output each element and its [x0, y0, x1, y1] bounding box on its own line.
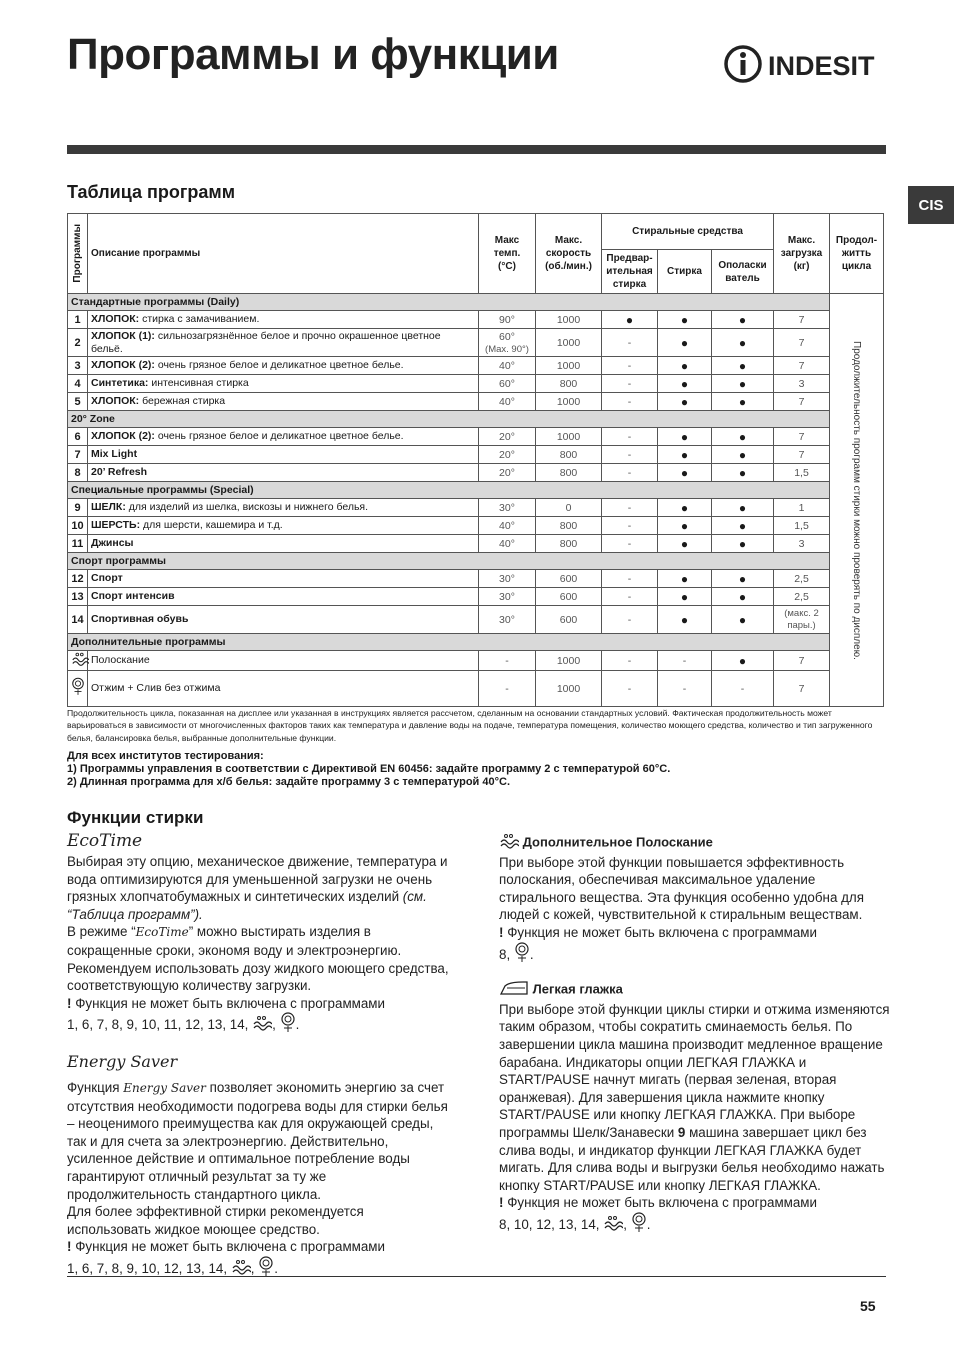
max-load-cell: 7	[774, 311, 830, 329]
prewash-cell: -	[602, 428, 658, 446]
program-number: 13	[68, 588, 88, 606]
program-description	[88, 375, 479, 393]
program-name: ХЛОПОК:	[91, 395, 140, 408]
col-header-duration: Продол- житть цикла	[830, 214, 884, 294]
rinse-cell: ●	[712, 535, 774, 553]
max-speed-cell: 600	[536, 570, 602, 588]
program-number: 2	[68, 329, 88, 357]
easy-iron-title-row	[499, 980, 891, 1001]
spin-drain-icon	[514, 942, 530, 969]
col-header-max-load: Макс. загрузка (кг)	[774, 214, 830, 294]
page-title: Программы и функции	[67, 30, 559, 79]
max-temp-cell: 30°	[479, 588, 536, 606]
warning-mark: !	[499, 924, 504, 940]
table-row	[68, 671, 884, 707]
max-temp-cell: 20°	[479, 464, 536, 482]
program-name: ШЕРСТЬ:	[91, 519, 141, 532]
col-header-rinse: Ополаски ватель	[712, 250, 774, 294]
program-description	[88, 311, 479, 329]
section-title: Стандартные программы (Daily)	[68, 294, 830, 311]
wash-cell: ●	[658, 517, 712, 535]
program-number: 14	[68, 606, 88, 634]
program-detail: для шерсти, кашемира и т.д.	[140, 519, 283, 532]
max-temp-cell: -	[479, 651, 536, 671]
rinse-cell: ●	[712, 393, 774, 411]
program-number: 8	[68, 464, 88, 482]
prewash-cell: -	[602, 357, 658, 375]
program-name: Спорт	[91, 572, 123, 585]
wash-cell: ●	[658, 499, 712, 517]
testing-line-2: 2) Длинная программа для х/б белья: задайте программу 3 с температурой 40°C.	[67, 776, 511, 789]
prewash-cell: -	[602, 499, 658, 517]
program-description	[88, 671, 479, 707]
col-header-max-speed: Макс. скорость (об./мин.)	[536, 214, 602, 294]
program-description	[88, 446, 479, 464]
program-name: ХЛОПОК (2):	[91, 359, 155, 372]
easy-iron-desc-a: При выборе этой функции циклы стирки и отжима изменяются таким образом, чтобы сократить сминаемость белья. По завершении цикла машина производит медленное вращение барабана. Индикаторы опции ЛЕГКАЯ ГЛАЖКА и START/PAUSE начнут мигать (первая зеленая, вторая оранжевая). Для завершения цикла нажмите кнопку START/PAUSE или кнопку ЛЕГКАЯ ГЛАЖКА. При выборе программы Шелк/Занавески	[499, 1001, 890, 1140]
prewash-cell: -	[602, 393, 658, 411]
section-title: Спорт программы	[68, 553, 830, 570]
testing-line-1: 1) Программы управления в соответствии с Директивой EN 60456: задайте программу 2 с температурой 60°C.	[67, 763, 671, 776]
max-temp-cell: 60° (Max. 90°)	[479, 329, 536, 357]
program-description	[88, 428, 479, 446]
program-description	[88, 651, 479, 671]
program-detail: очень грязное белое и деликатное цветное белье.	[154, 359, 404, 372]
header-rule	[67, 145, 886, 154]
wash-cell: ●	[658, 393, 712, 411]
max-temp-cell: -	[479, 671, 536, 707]
wash-cell: ●	[658, 535, 712, 553]
wash-cell: ●	[658, 570, 712, 588]
program-description	[88, 464, 479, 482]
max-load-cell: 7	[774, 329, 830, 357]
easy-iron-warning: Функция не может быть включена с программами	[503, 1195, 817, 1211]
energy-saver-tip: Для более эффективной стирки рекомендуется использовать жидкое моющее средство.	[67, 1204, 364, 1237]
duration-note: Продолжительность программ стирки можно проверять по дисплею.	[830, 294, 884, 707]
footnote: Продолжительность цикла, показанная на дисплее или указанная в инструкциях является рассчетом, сделанным на основании стандартных условий. Фактическая продолжительность может варьироваться в зависимости от многочисленных факторов таких как температура и давление воды на подаче, температура помещения, количество моющего средства, количество и тип загруженного белья, балансировка белья, выбранные дополнительные функции.	[67, 708, 873, 743]
table-row	[68, 311, 884, 329]
table-row	[68, 464, 884, 482]
program-detail: интенсивная стирка	[148, 377, 249, 390]
max-load-cell: 2,5	[774, 570, 830, 588]
rinse-cell: ●	[712, 375, 774, 393]
table-row	[68, 357, 884, 375]
rinse-cell: ●	[712, 357, 774, 375]
table-row	[68, 535, 884, 553]
prewash-cell: -	[602, 535, 658, 553]
iron-icon	[499, 980, 529, 1001]
ecotime-table-ref: (см. “Таблица программ”).	[67, 889, 427, 922]
ecotime-logo: EcoTime	[67, 831, 143, 851]
program-number: 6	[68, 428, 88, 446]
program-description	[88, 393, 479, 411]
max-temp-cell: 30°	[479, 570, 536, 588]
prewash-cell: -	[602, 464, 658, 482]
max-temp-cell: 40°	[479, 357, 536, 375]
max-speed-cell: 1000	[536, 651, 602, 671]
program-number: 1	[68, 311, 88, 329]
max-load-cell: 7	[774, 428, 830, 446]
wash-cell: ●	[658, 446, 712, 464]
max-load-cell: 7	[774, 446, 830, 464]
program-description	[88, 535, 479, 553]
functions-heading: Функции стирки	[67, 808, 204, 827]
section-header-row	[68, 553, 884, 570]
program-name: ХЛОПОК (2):	[91, 430, 155, 443]
col-header-detergents: Стиральные средства	[602, 214, 774, 250]
extra-rinse-desc: При выборе этой функции повышается эффективность полоскания, обеспечивая максимальное удаление стирального вещества. Эта функция особенно удобна для людей с кожей, чувствительной к стиральным веществам.	[499, 854, 864, 923]
rinse-cell: ●	[712, 499, 774, 517]
section-header-row	[68, 294, 884, 311]
max-speed-cell: 600	[536, 606, 602, 634]
table-row	[68, 651, 884, 671]
ecotime-inline-logo: EcoTime	[135, 925, 189, 940]
page-number: 55	[860, 1298, 876, 1314]
program-description	[88, 357, 479, 375]
prewash-cell: -	[602, 570, 658, 588]
spin-drain-icon	[68, 671, 88, 707]
ecotime-programs: 1, 6, 7, 8, 9, 10, 11, 12, 13, 14,	[67, 1017, 253, 1033]
rinse-cell: -	[712, 671, 774, 707]
extra-rinse-programs: 8,	[499, 946, 514, 962]
max-speed-cell: 800	[536, 535, 602, 553]
max-load-cell: 1,5	[774, 464, 830, 482]
section-title: 20° Zone	[68, 411, 830, 428]
rinse-icon	[603, 1215, 623, 1236]
rinse-cell: ●	[712, 570, 774, 588]
col-header-description: Описание программы	[88, 214, 479, 294]
max-speed-cell: 800	[536, 464, 602, 482]
max-speed-cell: 1000	[536, 311, 602, 329]
prewash-cell: -	[602, 329, 658, 357]
program-detail: стирка с замачиванием.	[139, 313, 260, 326]
table-row	[68, 329, 884, 357]
testing-title: Для всех институтов тестирования:	[67, 750, 264, 762]
warning-mark: !	[499, 1195, 504, 1211]
max-temp-cell: 60°	[479, 375, 536, 393]
max-temp-cell: 30°	[479, 606, 536, 634]
max-load-cell: 3	[774, 535, 830, 553]
ecotime-mode-text-a: В режиме “	[67, 924, 136, 940]
easy-iron-programs: 8, 10, 12, 13, 14,	[499, 1216, 604, 1232]
program-detail: сильнозагрязнённое белое и прочно окрашенное цветное бельё.	[91, 329, 441, 355]
wash-cell: -	[658, 651, 712, 671]
section-title: Дополнительные программы	[68, 634, 830, 651]
program-number: 10	[68, 517, 88, 535]
program-detail: Полоскание	[91, 654, 150, 667]
max-speed-cell: 1000	[536, 428, 602, 446]
program-name: 20’ Refresh	[91, 466, 148, 479]
program-name: ШЕЛК:	[91, 501, 126, 514]
ecotime-warning: Функция не может быть включена с программами	[71, 995, 385, 1011]
wash-cell: ●	[658, 311, 712, 329]
easy-iron-desc-b: машина завершает цикл без слива воды, и индикатор функции ЛЕГКАЯ ГЛАЖКА будет мигать. Для слива воды и выгрузки белья необходимо нажать кнопку START/PAUSE или кнопку ЛЕГКАЯ ГЛАЖКА.	[499, 1124, 885, 1193]
rinse-icon	[68, 651, 88, 671]
table-row	[68, 393, 884, 411]
easy-iron-title: Легкая глажка	[532, 981, 623, 997]
rinse-icon	[252, 1015, 272, 1036]
section-header-row	[68, 482, 884, 499]
max-load-cell: 3	[774, 375, 830, 393]
warning-mark: !	[67, 1239, 72, 1255]
prewash-cell: -	[602, 375, 658, 393]
brand-name: INDESIT	[768, 51, 875, 81]
max-speed-cell: 600	[536, 588, 602, 606]
ecotime-mode-text-b: ” можно выстирать изделия в сокращенные сроки, экономя воду и электроэнергию. Рекомендуем использовать дозу жидкого моющего средства, соответствующую количеству загрузки.	[67, 924, 449, 994]
col-header-wash: Стирка	[658, 250, 712, 294]
prewash-cell: ●	[602, 311, 658, 329]
wash-cell: -	[658, 671, 712, 707]
max-temp-cell: 90°	[479, 311, 536, 329]
col-header-max-temp: Макс темп. (°C)	[479, 214, 536, 294]
wash-cell: ●	[658, 606, 712, 634]
prewash-cell: -	[602, 517, 658, 535]
testing-notes	[67, 750, 883, 790]
max-speed-cell: 1000	[536, 671, 602, 707]
table-heading: Таблица программ	[67, 182, 236, 202]
easy-iron-program-num: 9	[677, 1124, 686, 1140]
rinse-cell: ●	[712, 311, 774, 329]
spin-drain-icon	[258, 1256, 274, 1283]
rinse-cell: ●	[712, 606, 774, 634]
ecotime-desc: Выбирая эту опцию, механическое движение, температура и вода оптимизируются для уменьшенной загрузки не очень грязных хлопчатобумажных и синтетических изделий	[67, 854, 448, 905]
wash-cell: ●	[658, 464, 712, 482]
program-number: 12	[68, 570, 88, 588]
footer-rule	[67, 1276, 886, 1277]
table-row	[68, 446, 884, 464]
table-row	[68, 428, 884, 446]
extra-rinse-title-row	[499, 833, 891, 854]
program-description	[88, 329, 479, 357]
energy-saver-logo: Energy Saver	[67, 1051, 178, 1071]
section-header-row	[68, 411, 884, 428]
wash-cell: ●	[658, 428, 712, 446]
prewash-cell: -	[602, 671, 658, 707]
extra-rinse-title: Дополнительное Полоскание	[522, 834, 713, 850]
max-load-cell: 7	[774, 671, 830, 707]
program-number: 3	[68, 357, 88, 375]
table-row	[68, 570, 884, 588]
max-temp-cell: 20°	[479, 446, 536, 464]
max-temp-cell: 40°	[479, 517, 536, 535]
rinse-cell: ●	[712, 651, 774, 671]
spin-drain-icon	[280, 1012, 296, 1039]
max-load-cell: (макс. 2 пары.)	[774, 606, 830, 634]
rinse-cell: ●	[712, 517, 774, 535]
program-table	[67, 213, 884, 707]
prewash-cell: -	[602, 606, 658, 634]
rinse-cell: ●	[712, 588, 774, 606]
max-speed-cell: 1000	[536, 329, 602, 357]
program-description	[88, 499, 479, 517]
table-row	[68, 588, 884, 606]
max-load-cell: 2,5	[774, 588, 830, 606]
prewash-cell: -	[602, 588, 658, 606]
max-speed-cell: 800	[536, 517, 602, 535]
spin-drain-icon	[631, 1212, 647, 1239]
max-load-cell: 1	[774, 499, 830, 517]
rinse-cell: ●	[712, 464, 774, 482]
max-load-cell: 7	[774, 651, 830, 671]
functions-right-column: Дополнительное Полоскание При выборе этой функции повышается эффективность полоскания, обеспечивая максимальное удаление стирального вещества. Эта функция особенно удобна для людей с кожей, чувствительной к стиральным веществам. ! Функция не может быть включена с программами 8, . Легкая глажка При выборе этой функции циклы стирки и отжима изменяются таким образом, чтобы сократить сминаемость белья. По завершении цикла машина производит медленное вращение барабана. Индикаторы опции ЛЕГКАЯ ГЛАЖКА и START/PAUSE начнут мигать (первая зеленая, вторая оранжевая). Для завершения цикла нажмите кнопку START/PAUSE или кнопку ЛЕГКАЯ ГЛАЖКА. При выборе программы Шелк/Занавески 9 машина завершает цикл без слива воды, и индикатор функции ЛЕГКАЯ ГЛАЖКА будет мигать. Для слива воды и выгрузки белья необходимо нажать кнопку START/PAUSE или кнопку ЛЕГКАЯ ГЛАЖКА. ! Функция не может быть включена с программами 8, 10, 12, 13, 14, , .	[499, 833, 891, 1238]
rinse-cell: ●	[712, 428, 774, 446]
program-number: 9	[68, 499, 88, 517]
max-speed-cell: 1000	[536, 393, 602, 411]
wash-cell: ●	[658, 588, 712, 606]
program-name: ХЛОПОК:	[91, 313, 140, 326]
indesit-logo	[724, 44, 889, 84]
program-detail: бережная стирка	[139, 395, 226, 408]
table-row	[68, 499, 884, 517]
wash-cell: ●	[658, 375, 712, 393]
program-number: 4	[68, 375, 88, 393]
program-number: 7	[68, 446, 88, 464]
section-header-row	[68, 634, 884, 651]
table-row	[68, 606, 884, 634]
max-speed-cell: 1000	[536, 357, 602, 375]
wash-cell: ●	[658, 329, 712, 357]
program-number: 5	[68, 393, 88, 411]
program-description	[88, 588, 479, 606]
max-load-cell: 7	[774, 393, 830, 411]
wash-cell: ●	[658, 357, 712, 375]
program-name: Джинсы	[91, 537, 134, 550]
max-load-cell: 7	[774, 357, 830, 375]
region-tab: CIS	[908, 186, 954, 224]
col-header-prewash: Предвар- ительная стирка	[602, 250, 658, 294]
program-detail: для изделий из шелка, вискозы и нижнего белья.	[125, 501, 369, 514]
max-load-cell: 1,5	[774, 517, 830, 535]
program-name: Mix Light	[91, 448, 138, 461]
warning-mark: !	[67, 995, 72, 1011]
max-speed-cell: 0	[536, 499, 602, 517]
table-row	[68, 375, 884, 393]
max-speed-cell: 800	[536, 375, 602, 393]
extra-rinse-icon	[499, 833, 519, 854]
program-name: Спорт интенсив	[91, 590, 175, 603]
energy-saver-text-a: Функция	[67, 1079, 124, 1095]
section-title: Специальные программы (Special)	[68, 482, 830, 499]
max-temp-cell: 20°	[479, 428, 536, 446]
max-temp-cell: 30°	[479, 499, 536, 517]
rinse-cell: ●	[712, 329, 774, 357]
max-temp-cell: 40°	[479, 393, 536, 411]
functions-left-column: EcoTime Выбирая эту опцию, механическое движение, температура и вода оптимизируются для уменьшенной загрузки не очень грязных хлопчатобумажных и синтетических изделий (см. “Таблица программ”). В режиме “EcoTime” можно выстирать изделия в сокращенные сроки, экономя воду и электроэнергию. Рекомендуем использовать дозу жидкого моющего средства, соответствующую количеству загрузки. ! Функция не может быть включена с программами 1, 6, 7, 8, 9, 10, 11, 12, 13, 14, , . Energy Saver Функция Energy Saver позволяет экономить энергию за счет отсутствия необходимости подогрева воды для стирки белья – неоценимого преимущества как для окружающей среды, так и для счета за электроэнергию. Действительно, усиленное действие и оптимальное потребление воды гарантируют отличный результат за ту же продолжительность стандартного цикла. Для более эффективной стирки рекомендуется использовать жидкое моющее средство. ! Функция не может быть включена с программами 1, 6, 7, 8, 9, 10, 12, 13, 14, , .	[67, 833, 449, 1282]
program-description	[88, 570, 479, 588]
extra-rinse-warning: Функция не может быть включена с программами	[503, 924, 817, 940]
col-header-programs: Программы	[68, 214, 88, 294]
program-description	[88, 606, 479, 634]
prewash-cell: -	[602, 446, 658, 464]
program-name: Спортивная обувь	[91, 613, 189, 626]
program-detail: очень грязное белое и деликатное цветное белье.	[154, 430, 404, 443]
program-number: 11	[68, 535, 88, 553]
program-detail: Отжим + Слив без отжима	[91, 682, 221, 695]
max-temp-cell: 40°	[479, 535, 536, 553]
energy-saver-warning: Функция не может быть включена с программами	[71, 1239, 385, 1255]
energy-saver-inline-logo: Energy Saver	[123, 1080, 206, 1095]
program-name: ХЛОПОК (1):	[91, 329, 155, 342]
program-name: Синтетика:	[91, 377, 149, 390]
rinse-cell: ●	[712, 446, 774, 464]
max-speed-cell: 800	[536, 446, 602, 464]
program-description	[88, 517, 479, 535]
prewash-cell: -	[602, 651, 658, 671]
energy-saver-programs: 1, 6, 7, 8, 9, 10, 12, 13, 14,	[67, 1260, 231, 1276]
energy-saver-desc: позволяет экономить энергию за счет отсутствия необходимости подогрева воды для стирки белья – неоценимого преимущества как для окружающей среды, так и для счета за электроэнергию. Действительно, усиленное действие и оптимальное потребление воды гарантируют отличный результат за ту же продолжительность стандартного цикла.	[67, 1079, 448, 1202]
table-row	[68, 517, 884, 535]
